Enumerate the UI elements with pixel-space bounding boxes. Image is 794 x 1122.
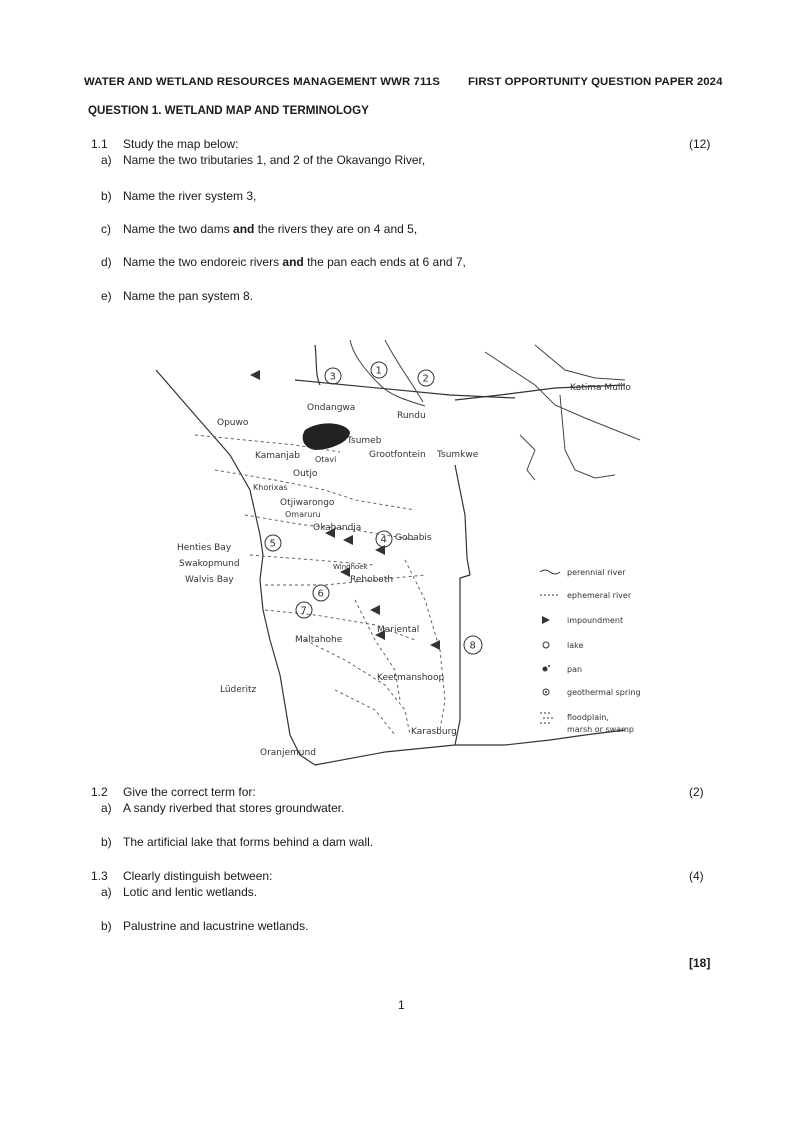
q1-1a-letter: a): [101, 153, 112, 167]
q1-3a-text: Lotic and lentic wetlands.: [123, 885, 258, 899]
map-place-labels: [177, 383, 631, 758]
label-rundu: Rundu: [397, 411, 426, 421]
label-kamanjab: Kamanjab: [255, 451, 300, 461]
q1-3-number: 1.3: [91, 869, 108, 883]
label-karasburg: Karasburg: [411, 727, 457, 737]
marker-2: [418, 370, 434, 386]
q1-2a-letter: a): [101, 801, 112, 815]
svg-text:ephemeral river: ephemeral river: [567, 591, 632, 600]
svg-text:perennial river: perennial river: [567, 568, 626, 577]
svg-text:7: 7: [300, 605, 307, 617]
label-otavi: Otavi: [315, 455, 337, 464]
q1-1b-text: Name the river system 3,: [123, 189, 257, 203]
q1-3-prompt: Clearly distinguish between:: [123, 869, 273, 883]
wetland-map: [155, 340, 645, 768]
svg-text:3: 3: [329, 371, 336, 383]
marker-5: [265, 535, 281, 551]
label-katima-mulilo: Katima Mulilo: [570, 383, 631, 393]
svg-text:marsh or swamp: marsh or swamp: [567, 725, 634, 734]
q1-2-marks: (2): [689, 785, 704, 799]
label-opuwo: Opuwo: [217, 418, 249, 428]
legend-impoundment: [542, 616, 623, 625]
q1-3-marks: (4): [689, 869, 704, 883]
q1-1e-letter: e): [101, 289, 112, 303]
legend-perennial-river: [540, 568, 626, 577]
q1-1a-text: Name the two tributaries 1, and 2 of the Okavango River,: [123, 153, 426, 167]
legend-floodplain: [540, 713, 634, 734]
svg-text:impoundment: impoundment: [567, 616, 624, 625]
legend-lake: [543, 641, 583, 650]
label-outjo: Outjo: [293, 469, 318, 479]
q1-1c-text: Name the two dams and the rivers they are on 4 and 5,: [123, 222, 418, 236]
marker-3: [325, 368, 341, 384]
map-legend: [540, 568, 641, 734]
svg-text:6: 6: [317, 588, 324, 600]
label-mariental: Mariental: [377, 625, 420, 635]
q1-3a-letter: a): [101, 885, 112, 899]
svg-text:4: 4: [380, 534, 387, 546]
q1-2a-text: A sandy riverbed that stores groundwater.: [123, 801, 345, 815]
header-course: WATER AND WETLAND RESOURCES MANAGEMENT WWR 711S: [84, 76, 440, 88]
label-otjiwarongo: Otjiwarongo: [280, 498, 335, 508]
label-maltahohe: Maltahohe: [295, 635, 343, 645]
marker-8: [464, 636, 482, 654]
legend-ephemeral-river: [540, 591, 632, 600]
label-tsumkwe: Tsumkwe: [437, 450, 479, 460]
label-tsumeb: Tsumeb: [347, 436, 382, 446]
label-henties-bay: Henties Bay: [177, 543, 232, 553]
map-outline: [156, 345, 625, 765]
q1-3b-text: Palustrine and lacustrine wetlands.: [123, 919, 309, 933]
label-oranjemund: Oranjemund: [260, 748, 316, 758]
q1-1b-letter: b): [101, 189, 112, 203]
legend-pan: [543, 665, 583, 674]
label-rehoboth: Rehoboth: [350, 575, 394, 585]
q1-1d-text: Name the two endoreic rivers and the pan each ends at 6 and 7,: [123, 255, 466, 269]
label-omaruru: Omaruru: [285, 510, 321, 519]
svg-text:1: 1: [375, 365, 382, 377]
label-okahandja: Okahandja: [313, 523, 362, 533]
svg-text:8: 8: [469, 640, 476, 652]
q1-3b-letter: b): [101, 919, 112, 933]
header-paper: FIRST OPPORTUNITY QUESTION PAPER 2024: [468, 76, 723, 88]
svg-text:geothermal spring: geothermal spring: [567, 688, 641, 697]
label-grootfontein: Grootfontein: [369, 450, 426, 460]
q1-2-prompt: Give the correct term for:: [123, 785, 256, 799]
marker-6: [313, 585, 329, 601]
svg-text:lake: lake: [567, 641, 584, 650]
svg-text:2: 2: [422, 373, 429, 385]
label-walvis-bay: Walvis Bay: [185, 575, 234, 585]
svg-text:5: 5: [269, 538, 276, 550]
question-title: QUESTION 1. WETLAND MAP AND TERMINOLOGY: [88, 104, 369, 117]
marker-1: [371, 362, 387, 378]
q1-1d-letter: d): [101, 255, 112, 269]
label-keetmanshoop: Keetmanshoop: [377, 673, 445, 683]
q1-1-marks: (12): [689, 137, 711, 151]
svg-text:floodplain,: floodplain,: [567, 713, 609, 722]
q1-2b-text: The artificial lake that forms behind a dam wall.: [123, 835, 374, 849]
label-swakopmund: Swakopmund: [179, 559, 240, 569]
map-etosha-pan: [303, 423, 350, 450]
label-luderitz: Lüderitz: [220, 685, 257, 695]
label-ondangwa: Ondangwa: [307, 403, 356, 413]
marker-7: [296, 602, 312, 618]
label-gobabis: Gobabis: [395, 533, 432, 543]
q1-2b-letter: b): [101, 835, 112, 849]
total-marks: [18]: [689, 956, 711, 970]
page-number: 1: [398, 998, 405, 1012]
label-khorixas: Khorixas: [253, 483, 288, 492]
q1-2-number: 1.2: [91, 785, 108, 799]
q1-1-prompt: Study the map below:: [123, 137, 239, 151]
q1-1-number: 1.1: [91, 137, 108, 151]
q1-1c-letter: c): [101, 222, 111, 236]
svg-text:pan: pan: [567, 665, 583, 674]
legend-geothermal-spring: [543, 688, 641, 697]
marker-4: [376, 531, 392, 547]
label-windhoek: Windhoek: [333, 563, 368, 571]
q1-1e-text: Name the pan system 8.: [123, 289, 254, 303]
